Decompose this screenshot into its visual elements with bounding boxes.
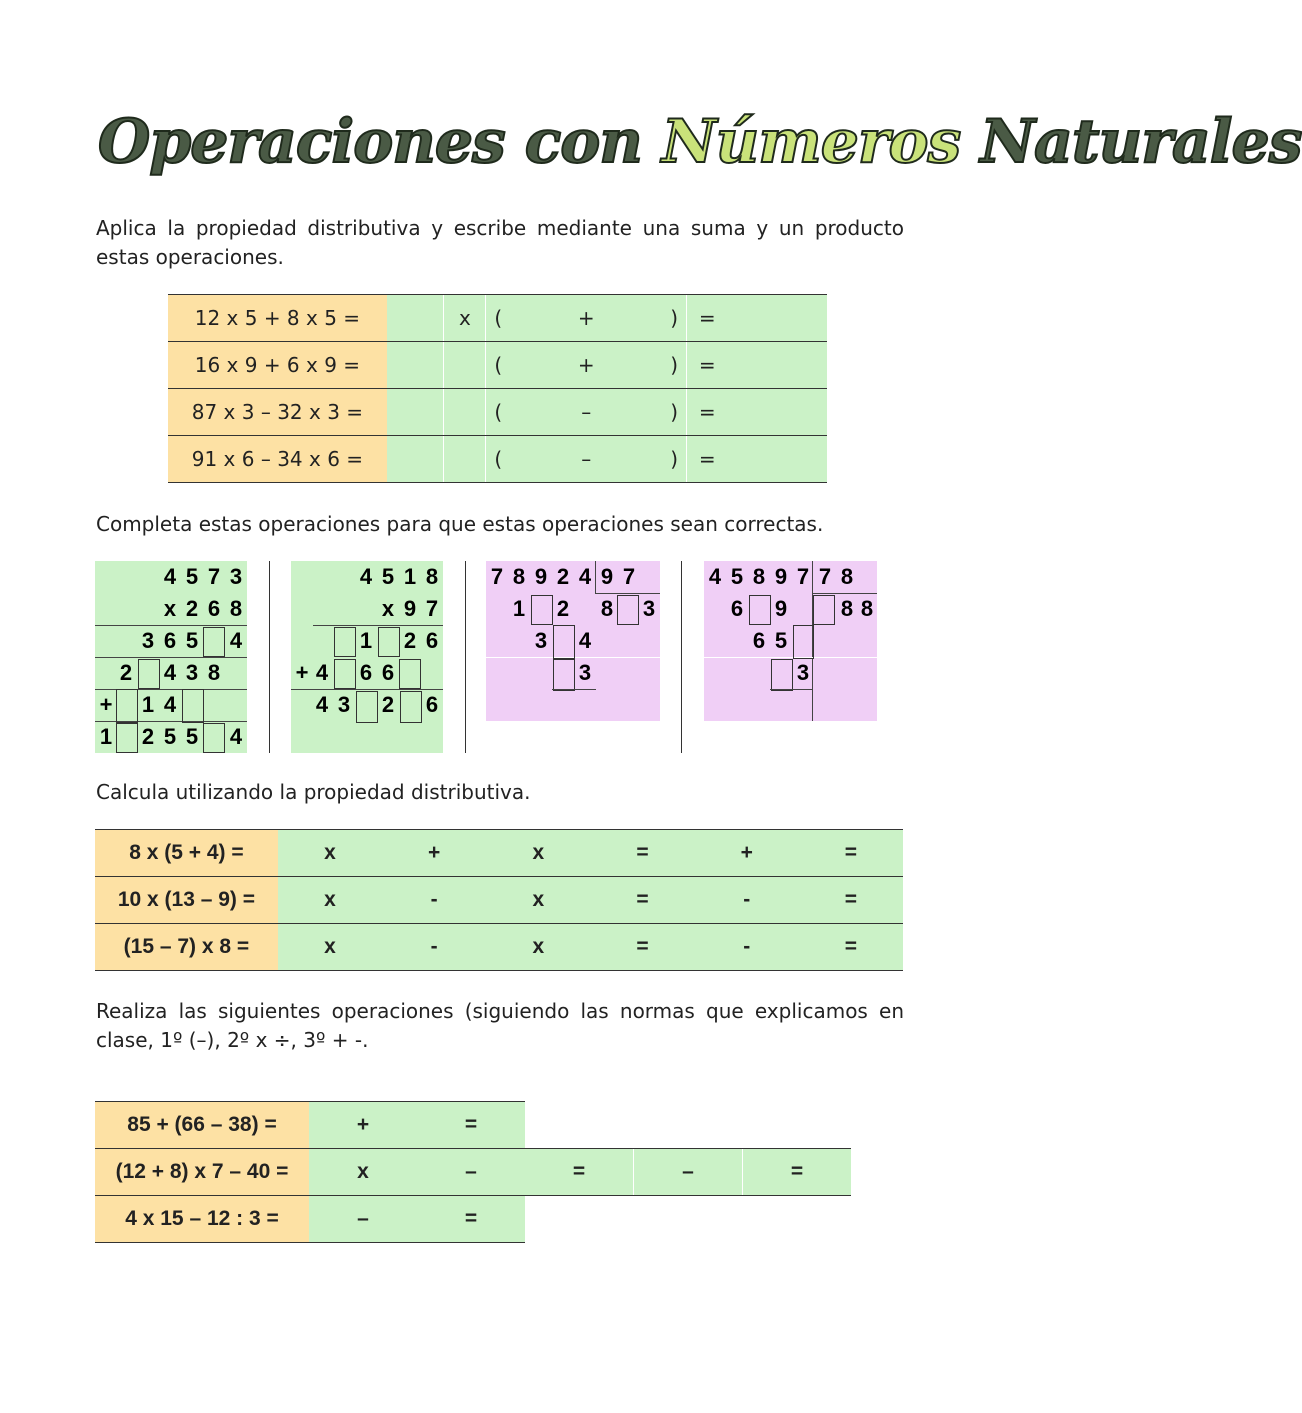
operator: = xyxy=(743,1149,852,1196)
operator: + xyxy=(574,342,598,389)
answer-cell[interactable] xyxy=(598,436,662,483)
paren-open: ( xyxy=(486,389,510,436)
answer-box[interactable] xyxy=(182,689,204,723)
table-row xyxy=(168,436,827,483)
answer-box[interactable] xyxy=(334,627,356,657)
answer-box[interactable] xyxy=(356,691,378,723)
answer-cell[interactable] xyxy=(510,436,574,483)
operator: x xyxy=(309,1149,417,1196)
answer-box[interactable] xyxy=(203,723,225,753)
table-row xyxy=(95,877,903,924)
empty-cell xyxy=(634,1196,743,1243)
operator: – xyxy=(634,1149,743,1196)
section4-instruction: Realiza las siguientes operaciones (siguiendo las normas que explicamos en clase, 1º (–), 2º x ÷, 3º + -. xyxy=(96,999,904,1052)
expression-label: 91 x 6 – 34 x 6 = xyxy=(168,436,387,483)
answer-box[interactable] xyxy=(793,625,814,659)
operator: = xyxy=(799,877,903,924)
divider xyxy=(465,561,466,753)
expression-label: (15 – 7) x 8 = xyxy=(95,924,278,971)
distributive-table-1 xyxy=(168,294,827,483)
table-row xyxy=(95,830,903,877)
answer-box[interactable] xyxy=(116,723,138,753)
table-row xyxy=(168,295,827,342)
empty-cell xyxy=(525,1102,634,1149)
equals: = xyxy=(686,389,827,436)
answer-box[interactable] xyxy=(617,595,639,625)
answer-box[interactable] xyxy=(749,595,771,625)
operator: - xyxy=(695,924,799,971)
expression-label: 10 x (13 – 9) = xyxy=(95,877,278,924)
division-2: 4 5 8 9 7 7 8 6 9 8 8 6 5 3 xyxy=(704,561,877,721)
section3-instruction: Calcula utilizando la propiedad distributiva. xyxy=(96,780,531,804)
operator: – xyxy=(574,436,598,483)
expression-label: 87 x 3 – 32 x 3 = xyxy=(168,389,387,436)
operator: + xyxy=(382,830,486,877)
answer-box[interactable] xyxy=(813,595,835,625)
section2-instruction: Completa estas operaciones para que estas operaciones sean correctas. xyxy=(96,512,824,536)
equals: = xyxy=(686,295,827,342)
operator xyxy=(444,389,486,436)
operator: = xyxy=(417,1196,525,1243)
operator: = xyxy=(799,830,903,877)
divider xyxy=(681,561,682,753)
answer-cell[interactable] xyxy=(387,436,444,483)
divider xyxy=(269,561,270,753)
empty-cell xyxy=(525,1196,634,1243)
answer-box[interactable] xyxy=(553,659,575,691)
operator: - xyxy=(382,877,486,924)
page-title: Operaciones con Números Naturales xyxy=(98,107,1302,177)
expression-label: 8 x (5 + 4) = xyxy=(95,830,278,877)
paren-close: ) xyxy=(662,436,686,483)
paren-open: ( xyxy=(486,436,510,483)
operator: – xyxy=(574,389,598,436)
answer-cell[interactable] xyxy=(598,389,662,436)
distributive-table-2 xyxy=(95,829,903,971)
answer-box[interactable] xyxy=(771,659,793,691)
answer-box[interactable] xyxy=(138,659,160,689)
division-1: 7 8 9 2 4 9 7 1 2 8 3 3 4 3 xyxy=(486,561,660,721)
operator: = xyxy=(525,1149,634,1196)
operator: x xyxy=(444,295,486,342)
expression-label: 4 x 15 – 12 : 3 = xyxy=(95,1196,309,1243)
operator: - xyxy=(695,877,799,924)
table-row xyxy=(95,924,903,971)
answer-box[interactable] xyxy=(203,627,225,657)
operator: + xyxy=(695,830,799,877)
answer-box[interactable] xyxy=(378,627,400,657)
empty-cell xyxy=(743,1196,852,1243)
answer-box[interactable] xyxy=(116,689,138,723)
paren-open: ( xyxy=(486,342,510,389)
operator: x xyxy=(486,830,590,877)
operator: – xyxy=(417,1149,525,1196)
answer-cell[interactable] xyxy=(387,389,444,436)
answer-cell[interactable] xyxy=(387,295,444,342)
table-row xyxy=(95,1196,851,1243)
operator xyxy=(444,342,486,389)
section1-instruction: Aplica la propiedad distributiva y escribe mediante una suma y un producto estas operaciones. xyxy=(96,216,904,269)
equals: = xyxy=(686,342,827,389)
empty-cell xyxy=(743,1102,852,1149)
answer-cell[interactable] xyxy=(598,295,662,342)
operator: + xyxy=(309,1102,417,1149)
table-row xyxy=(95,1149,851,1196)
answer-box[interactable] xyxy=(399,659,421,689)
answer-cell[interactable] xyxy=(387,342,444,389)
answer-cell[interactable] xyxy=(510,389,574,436)
table-row xyxy=(168,342,827,389)
expression-label: 12 x 5 + 8 x 5 = xyxy=(168,295,387,342)
expression-label: 85 + (66 – 38) = xyxy=(95,1102,309,1149)
multiplication-2: 4 5 1 8 x 9 7 1 2 6 + 4 6 6 4 3 2 6 xyxy=(291,561,443,753)
answer-box[interactable] xyxy=(553,625,575,659)
operator: x xyxy=(486,877,590,924)
operator: = xyxy=(417,1102,525,1149)
operator: = xyxy=(590,877,694,924)
multiplication-1: 4 5 7 3 x 2 6 8 3 6 5 4 2 4 3 8 + 1 4 1 2 5 5 4 xyxy=(95,561,247,753)
operator: x xyxy=(278,830,382,877)
paren-close: ) xyxy=(662,342,686,389)
table-row xyxy=(168,389,827,436)
answer-cell[interactable] xyxy=(510,295,574,342)
operator: x xyxy=(486,924,590,971)
answer-box[interactable] xyxy=(400,691,422,723)
table-row xyxy=(95,1102,851,1149)
operator xyxy=(444,436,486,483)
paren-close: ) xyxy=(662,389,686,436)
operator: = xyxy=(799,924,903,971)
equals: = xyxy=(686,436,827,483)
answer-cell[interactable] xyxy=(598,342,662,389)
operator: = xyxy=(590,924,694,971)
answer-box[interactable] xyxy=(531,595,553,625)
expression-label: 16 x 9 + 6 x 9 = xyxy=(168,342,387,389)
operator: - xyxy=(382,924,486,971)
operator: = xyxy=(590,830,694,877)
paren-open: ( xyxy=(486,295,510,342)
operator: x xyxy=(278,877,382,924)
operator: + xyxy=(574,295,598,342)
operations-table xyxy=(95,1101,851,1243)
operator: x xyxy=(278,924,382,971)
operator: – xyxy=(309,1196,417,1243)
expression-label: (12 + 8) x 7 – 40 = xyxy=(95,1149,309,1196)
answer-box[interactable] xyxy=(334,659,356,689)
empty-cell xyxy=(634,1102,743,1149)
answer-cell[interactable] xyxy=(510,342,574,389)
paren-close: ) xyxy=(662,295,686,342)
